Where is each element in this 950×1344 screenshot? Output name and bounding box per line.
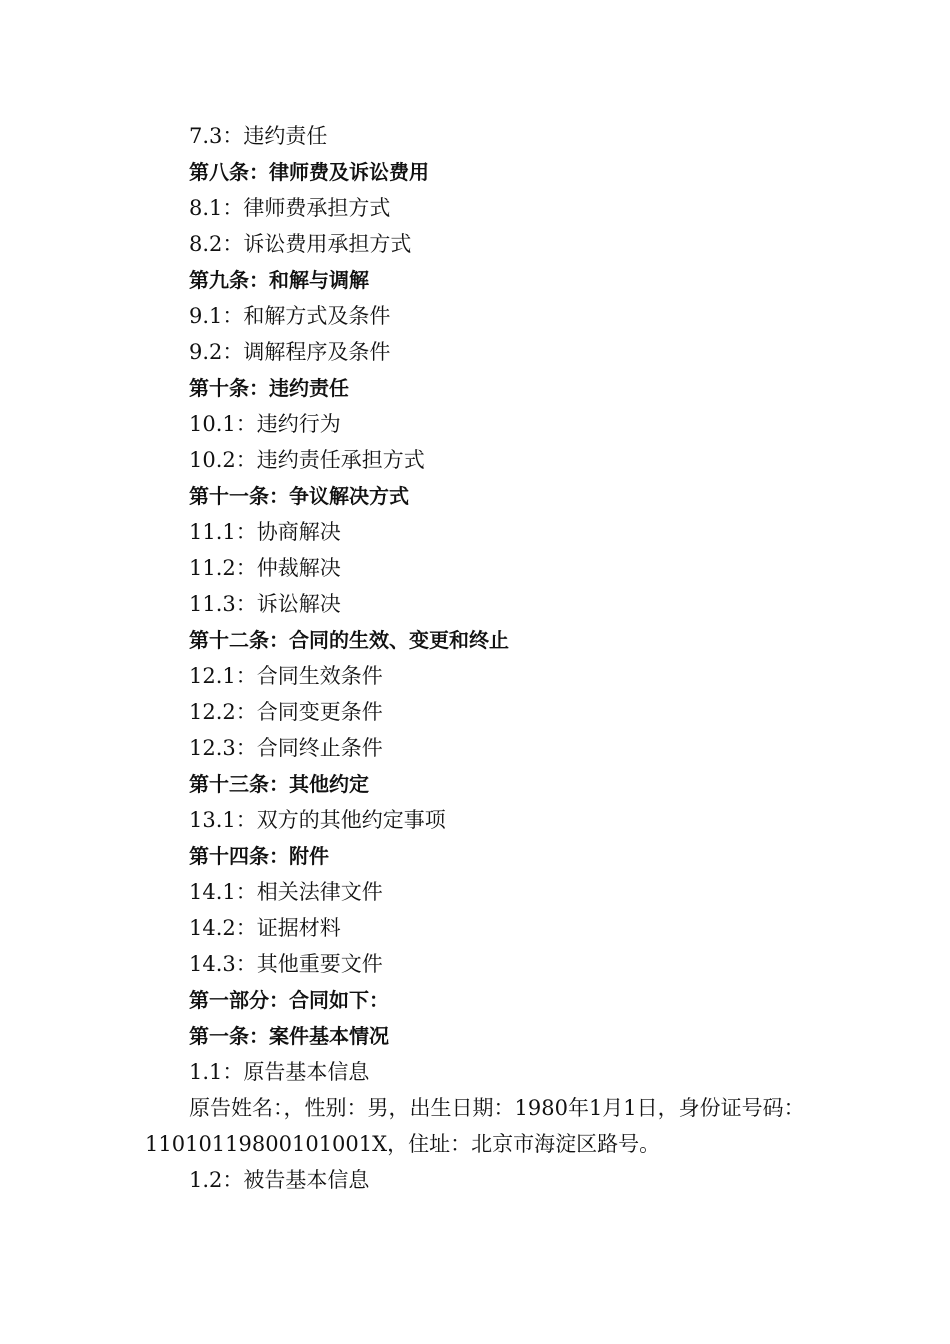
- clause-item: 11.1：协商解决: [189, 520, 341, 544]
- section-heading: 第九条：和解与调解: [189, 268, 369, 292]
- section-heading: 第十二条：合同的生效、变更和终止: [189, 628, 509, 652]
- clause-item: 8.1：律师费承担方式: [189, 196, 391, 220]
- clause-item: 13.1：双方的其他约定事项: [189, 808, 446, 832]
- section-heading: 第十一条：争议解决方式: [189, 484, 409, 508]
- section-heading: 第八条：律师费及诉讼费用: [189, 160, 429, 184]
- section-heading: 第一条：案件基本情况: [189, 1024, 389, 1048]
- clause-item: 8.2：诉讼费用承担方式: [189, 232, 412, 256]
- clause-item: 10.1：违约行为: [189, 412, 341, 436]
- document-body: [145, 118, 815, 1198]
- section-heading: 第一部分：合同如下：: [189, 988, 389, 1012]
- section-heading: 第十条：违约责任: [189, 376, 349, 400]
- clause-item: 11.2：仲裁解决: [189, 556, 341, 580]
- clause-item: 9.2：调解程序及条件: [189, 340, 391, 364]
- clause-item: 12.2：合同变更条件: [189, 700, 383, 724]
- clause-item: 14.1：相关法律文件: [189, 880, 383, 904]
- body-paragraph: 原告姓名：，性别：男，出生日期：1980年1月1日，身份证号码：11010119800101001X，住址：北京市海淀区路号。: [145, 1096, 805, 1156]
- clause-item: 11.3：诉讼解决: [189, 592, 341, 616]
- clause-item: 12.3：合同终止条件: [189, 736, 383, 760]
- clause-item: 1.1：原告基本信息: [189, 1060, 370, 1084]
- clause-item: 10.2：违约责任承担方式: [189, 448, 425, 472]
- clause-item: 14.2：证据材料: [189, 916, 341, 940]
- clause-item: 7.3：违约责任: [189, 124, 328, 148]
- clause-item: 1.2：被告基本信息: [189, 1168, 370, 1192]
- clause-item: 12.1：合同生效条件: [189, 664, 383, 688]
- clause-item: 14.3：其他重要文件: [189, 952, 383, 976]
- section-heading: 第十三条：其他约定: [189, 772, 369, 796]
- clause-item: 9.1：和解方式及条件: [189, 304, 391, 328]
- section-heading: 第十四条：附件: [189, 844, 329, 868]
